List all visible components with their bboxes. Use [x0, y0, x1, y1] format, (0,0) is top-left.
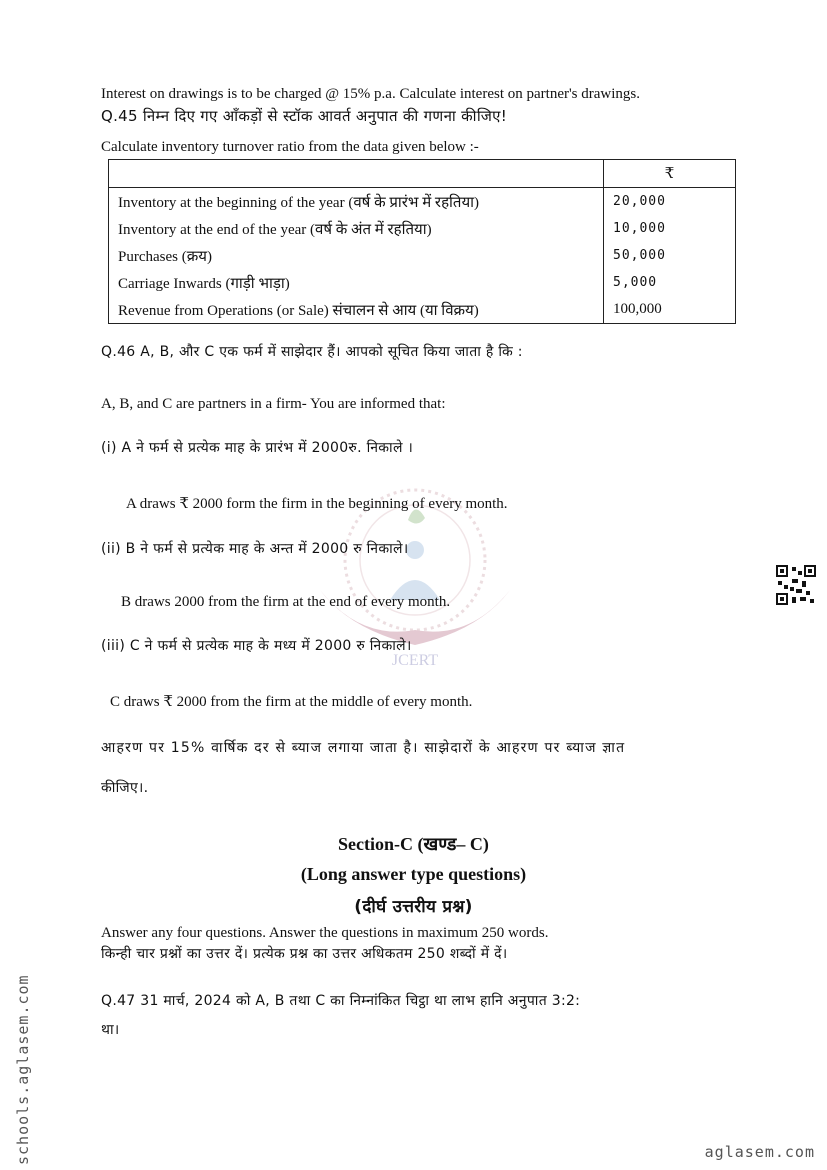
q45-english-question: Calculate inventory turnover ratio from the data given below :-	[101, 139, 479, 155]
section-c-subtitle: (Long answer type questions)	[300, 864, 527, 884]
q46-ii-english: B draws 2000 from the firm at the end of every month.	[121, 594, 451, 610]
section-c-instruction-hindi: किन्ही चार प्रश्नों का उत्तर दें। प्रत्येक प्रश्न का उत्तर अधिकतम 250 शब्दों में दें।	[101, 946, 508, 962]
q46-i-english: A draws ₹ 2000 form the firm in the beginning of every month.	[126, 496, 508, 512]
table-row	[109, 296, 736, 324]
row-amount: 100,000	[613, 301, 662, 317]
row-label: Inventory at the beginning of the year (वर्ष के प्रारंभ में रहतिया)	[109, 188, 604, 216]
qr-code-icon[interactable]	[776, 565, 816, 605]
q46-interest-hindi-1: आहरण पर 15% वार्षिक दर से ब्याज लगाया जाता है। साझेदारों के आहरण पर ब्याज ज्ञात	[101, 740, 626, 756]
sidebar-watermark-url: schools.aglasem.com	[14, 974, 32, 1165]
table-header-row	[109, 160, 736, 188]
q46-hindi-intro: Q.46 A, B, और C एक फर्म में साझेदार हैं। आपको सूचित किया जाता है कि :	[101, 344, 523, 360]
table-row	[109, 242, 736, 269]
row-amount: 10,000	[613, 221, 666, 236]
watermark-text: JCERT	[391, 652, 439, 669]
q47-line-2: था।	[101, 1022, 120, 1038]
row-amount: 50,000	[613, 248, 666, 263]
inventory-data-table	[108, 159, 736, 324]
q46-iii-english: C draws ₹ 2000 from the firm at the middle of every month.	[110, 694, 473, 710]
table-row	[109, 215, 736, 242]
q46-interest-hindi-2: कीजिए।.	[101, 780, 149, 796]
row-label: Carriage Inwards (गाड़ी भाड़ा)	[109, 269, 604, 296]
q47-line-1: Q.47 31 मार्च, 2024 को A, B तथा C का निम्नांकित चिट्ठा था लाभ हानि अनुपात 3:2:	[101, 993, 581, 1009]
row-label: Inventory at the end of the year (वर्ष के अंत में रहतिया)	[109, 215, 604, 242]
section-c-instruction-english: Answer any four questions. Answer the questions in maximum 250 words.	[101, 925, 549, 941]
currency-header: ₹	[604, 160, 736, 188]
section-c-subtitle-hindi: (दीर्घ उत्तरीय प्रश्न)	[354, 897, 473, 917]
row-label: Revenue from Operations (or Sale) संचालन से आय (या विक्रय)	[109, 296, 604, 324]
q46-i-hindi: (i) A ने फर्म से प्रत्येक माह के प्रारंभ में 2000रु. निकाले ।	[101, 440, 414, 456]
row-amount: 20,000	[613, 194, 666, 209]
table-row	[109, 188, 736, 216]
footer-watermark-url: aglasem.com	[704, 1143, 815, 1161]
section-c-title: Section-C (खण्ड– C)	[338, 834, 489, 854]
q46-english-intro: A, B, and C are partners in a firm- You are informed that:	[101, 396, 446, 412]
table-row	[109, 269, 736, 296]
q44-interest-note: Interest on drawings is to be charged @ 15% p.a. Calculate interest on partner's drawings.	[101, 86, 641, 102]
q46-ii-hindi: (ii) B ने फर्म से प्रत्येक माह के अन्त में 2000 रु निकाले।	[101, 541, 409, 557]
row-label: Purchases (क्रय)	[109, 242, 604, 269]
q46-iii-hindi: (iii) C ने फर्म से प्रत्येक माह के मध्य में 2000 रु निकाले।	[101, 638, 412, 654]
q45-hindi-question: Q.45 निम्न दिए गए आँकड़ों से स्टॉक आवर्त अनुपात की गणना कीजिए!	[101, 107, 508, 125]
row-amount: 5,000	[613, 275, 658, 290]
